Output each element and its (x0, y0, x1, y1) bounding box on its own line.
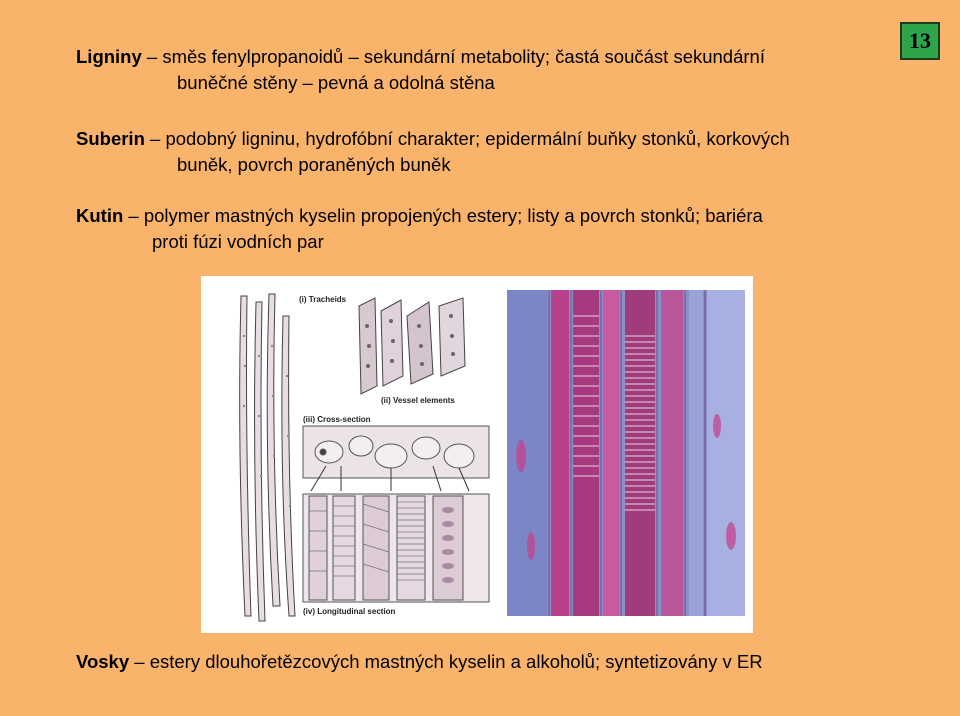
text-vosky-line1: – estery dlouhořetězcových mastných kyselin a alkoholů; syntetizovány v ER (129, 651, 763, 672)
term-suberin: Suberin (76, 128, 145, 149)
tracheid-drawings (240, 294, 295, 621)
text-suberin-line1: – podobný ligninu, hydrofóbní charakter; epidermální buňky stonků, korkových (144, 128, 790, 149)
xylem-illustration (201, 276, 753, 633)
cross-section-drawing (303, 426, 489, 478)
xylem-figure (201, 276, 753, 633)
vessel-element-drawings (359, 298, 465, 394)
paragraph-vosky (76, 649, 936, 675)
text-suberin-line2: buněk, povrch poraněných buněk (177, 154, 451, 175)
label-vessel-elements: (ii) Vessel elements (381, 396, 455, 405)
paragraph-kutin (76, 203, 936, 255)
xylem-micrograph (507, 290, 745, 616)
text-kutin-line1: – polymer mastných kyselin propojených estery; listy a povrch stonků; bariéra (123, 205, 763, 226)
longitudinal-section-drawing (303, 494, 489, 602)
paragraph-ligniny (76, 44, 896, 96)
term-ligniny: Ligniny (76, 46, 142, 67)
label-longitudinal-section: (iv) Longitudinal section (303, 607, 396, 616)
paragraph-suberin (76, 126, 916, 178)
label-tracheids: (i) Tracheids (299, 295, 347, 304)
slide-number: 13 (900, 22, 940, 60)
text-ligniny-line1: – směs fenylpropanoidů – sekundární metabolity; častá součást sekundární (141, 46, 765, 67)
text-kutin-line2: proti fúzi vodních par (152, 231, 324, 252)
text-ligniny-line2: buněčné stěny – pevná a odolná stěna (177, 72, 495, 93)
label-cross-section: (iii) Cross-section (303, 415, 371, 424)
term-kutin: Kutin (76, 205, 124, 226)
term-vosky: Vosky (76, 651, 130, 672)
